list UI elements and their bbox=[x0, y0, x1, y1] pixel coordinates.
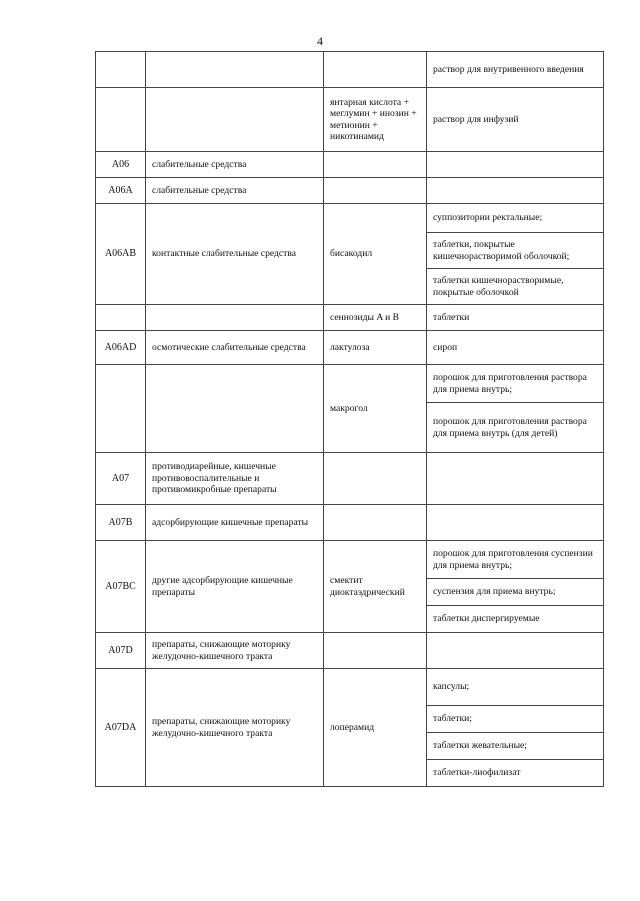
table-row bbox=[96, 541, 604, 579]
dosage-form-cell: раствор для инфузий bbox=[427, 88, 604, 152]
table-row bbox=[96, 52, 604, 88]
group-name-cell: другие адсорбирующие кишечные препараты bbox=[146, 541, 324, 633]
drug-name-cell: макрогол bbox=[324, 365, 427, 453]
atc-code-cell: A06 bbox=[96, 152, 146, 178]
dosage-form-cell: капсулы; bbox=[427, 669, 604, 706]
table-row bbox=[96, 204, 604, 233]
group-name-cell bbox=[146, 365, 324, 453]
group-name-cell: адсорбирующие кишечные препараты bbox=[146, 505, 324, 541]
dosage-form-cell: суппозитории ректальные; bbox=[427, 204, 604, 233]
atc-code-cell bbox=[96, 305, 146, 331]
atc-code-cell: A06AD bbox=[96, 331, 146, 365]
drug-name-cell: смектит диоктаэдрический bbox=[324, 541, 427, 633]
table-row bbox=[96, 505, 604, 541]
drug-name-cell bbox=[324, 453, 427, 505]
atc-code-cell bbox=[96, 88, 146, 152]
drug-list-table bbox=[95, 51, 604, 787]
group-name-cell: препараты, снижающие моторику желудочно-кишечного тракта bbox=[146, 669, 324, 787]
drug-name-cell bbox=[324, 52, 427, 88]
dosage-form-cell: суспензия для приема внутрь; bbox=[427, 579, 604, 606]
drug-name-cell bbox=[324, 178, 427, 204]
dosage-form-cell: порошок для приготовления суспензии для приема внутрь; bbox=[427, 541, 604, 579]
dosage-form-cell: таблетки кишечнорастворимые, покрытые оболочкой bbox=[427, 269, 604, 305]
group-name-cell: осмотические слабительные средства bbox=[146, 331, 324, 365]
drug-name-cell: бисакодил bbox=[324, 204, 427, 305]
drug-name-cell: янтарная кислота + меглумин + инозин + метионин + никотинамид bbox=[324, 88, 427, 152]
page-number: 4 bbox=[317, 34, 323, 48]
table-row bbox=[96, 152, 604, 178]
atc-code-cell: A07D bbox=[96, 633, 146, 669]
dosage-form-cell: порошок для приготовления раствора для приема внутрь; bbox=[427, 365, 604, 403]
dosage-form-cell bbox=[427, 178, 604, 204]
atc-code-cell: A07DA bbox=[96, 669, 146, 787]
table-row bbox=[96, 365, 604, 403]
group-name-cell bbox=[146, 305, 324, 331]
dosage-form-cell: порошок для приготовления раствора для приема внутрь (для детей) bbox=[427, 403, 604, 453]
atc-code-cell: A07B bbox=[96, 505, 146, 541]
atc-code-cell: A07BC bbox=[96, 541, 146, 633]
table-row bbox=[96, 305, 604, 331]
table-row bbox=[96, 669, 604, 706]
table-row bbox=[96, 178, 604, 204]
dosage-form-cell: таблетки диспергируемые bbox=[427, 606, 604, 633]
group-name-cell bbox=[146, 52, 324, 88]
group-name-cell bbox=[146, 88, 324, 152]
atc-code-cell: A06A bbox=[96, 178, 146, 204]
table-row bbox=[96, 633, 604, 669]
dosage-form-cell: таблетки-лиофилизат bbox=[427, 760, 604, 787]
dosage-form-cell: сироп bbox=[427, 331, 604, 365]
dosage-form-cell: таблетки жевательные; bbox=[427, 733, 604, 760]
dosage-form-cell: таблетки; bbox=[427, 706, 604, 733]
dosage-form-cell: таблетки, покрытые кишечнорастворимой оболочкой; bbox=[427, 233, 604, 269]
dosage-form-cell bbox=[427, 633, 604, 669]
table-row bbox=[96, 453, 604, 505]
dosage-form-cell: раствор для внутривенного введения bbox=[427, 52, 604, 88]
dosage-form-cell: таблетки bbox=[427, 305, 604, 331]
atc-code-cell: A06AB bbox=[96, 204, 146, 305]
group-name-cell: противодиарейные, кишечные противовоспалительные и противомикробные препараты bbox=[146, 453, 324, 505]
table-row bbox=[96, 331, 604, 365]
dosage-form-cell bbox=[427, 505, 604, 541]
drug-name-cell: лоперамид bbox=[324, 669, 427, 787]
atc-code-cell bbox=[96, 52, 146, 88]
group-name-cell: контактные слабительные средства bbox=[146, 204, 324, 305]
drug-name-cell: лактулоза bbox=[324, 331, 427, 365]
atc-code-cell bbox=[96, 365, 146, 453]
drug-name-cell bbox=[324, 152, 427, 178]
drug-name-cell bbox=[324, 505, 427, 541]
dosage-form-cell bbox=[427, 453, 604, 505]
drug-name-cell: сеннозиды A и B bbox=[324, 305, 427, 331]
group-name-cell: слабительные средства bbox=[146, 152, 324, 178]
atc-code-cell: A07 bbox=[96, 453, 146, 505]
group-name-cell: слабительные средства bbox=[146, 178, 324, 204]
group-name-cell: препараты, снижающие моторику желудочно-кишечного тракта bbox=[146, 633, 324, 669]
dosage-form-cell bbox=[427, 152, 604, 178]
table-row bbox=[96, 88, 604, 152]
drug-name-cell bbox=[324, 633, 427, 669]
